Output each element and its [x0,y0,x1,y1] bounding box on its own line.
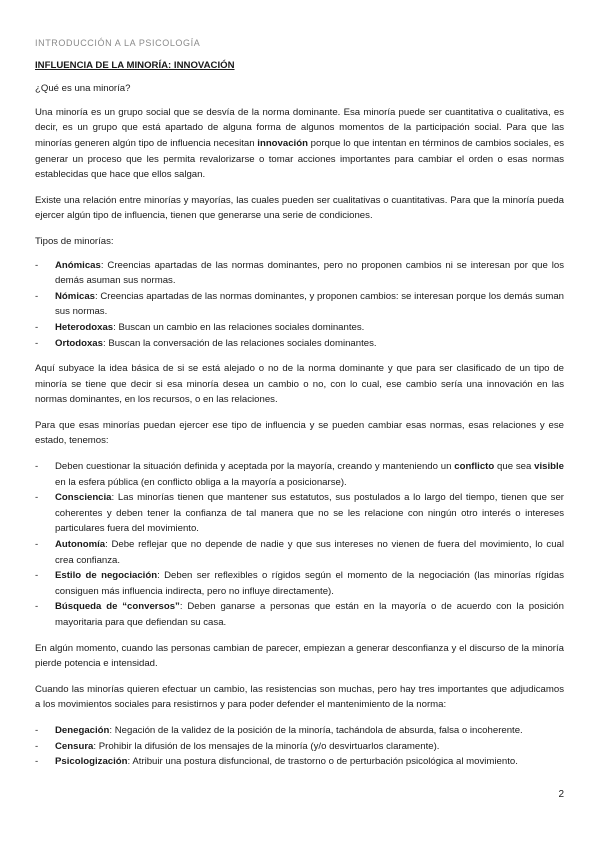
paragraph-resistances-intro: Cuando las minorías quieren efectuar un cambio, las resistencias son muchas, pero hay tres importantes que adjudicamos a los movimientos sociales para resistirnos y para poder defender el mantenimiento de la norma: [35,683,564,711]
running-header: INTRODUCCIÓN A LA PSICOLOGÍA [35,38,201,48]
list-item: - Heterodoxas: Buscan un cambio en las relaciones sociales dominantes. [35,320,564,336]
bullet-dash: - [35,756,39,768]
paragraph-definition: Una minoría es un grupo social que se desvía de la norma dominante. Esa minoría puede ser cuantitativa o cualitativa, es decir, es un grupo que está apartado de alguna forma de algunos momentos de la participación social. Para que las minorías generen algún tipo de influencia necesitan innovación porque lo que intentan en términos de cambios sociales, es generar un proceso que les permita revalorizarse o tomar acciones importantes para cambiar el orden o esas normas establecidas que hace que ellos salgan. [35,106,564,181]
list-item: - Censura: Prohibir la difusión de los mensajes de la minoría (y/o desvirtuarlos claramente). [35,739,564,755]
list-item: - Autonomía: Debe reflejar que no depende de nadie y que sus intereses no vienen de fuera del movimiento, lo cual crea confianza. [35,539,564,566]
list-item: - Anómicas: Creencias apartadas de las normas dominantes, pero no proponen cambios ni se interesan por que los demás asuman sus normas. [35,259,564,287]
list-item: - Búsqueda de “conversos”: Deben ganarse a personas que están en la mayoría o de acuerdo con la posición mayoritaria para que defiendan su casa. [35,601,564,628]
list-item: - Nómicas: Creencias apartadas de las normas dominantes, y proponen cambios: se interesan porque los demás suman sus normas. [35,290,564,318]
bullet-dash: - [35,259,39,271]
bullet-dash: - [35,601,39,613]
bullet-dash: - [35,724,39,736]
minority-types-list [35,258,564,352]
resistances-list [35,723,564,770]
bullet-dash: - [35,321,39,333]
list-item: - Denegación: Negación de la validez de la posición de la minoría, tachándola de absurda, falsa o incoherente. [35,723,564,739]
paragraph-relation: Existe una relación entre minorías y mayorías, las cuales pueden ser cualitativas o cuantitativas. Para que la minoría pueda ejercer algún tipo de influencia, tienen que generarse una serie de condiciones. [35,194,564,222]
conditions-list [35,459,564,631]
bullet-dash: - [35,461,39,473]
list-item: - Ortodoxas: Buscan la conversación de las relaciones sociales dominantes. [35,336,564,352]
page-number: 2 [558,789,564,800]
bullet-dash: - [35,740,39,752]
bullet-dash: - [35,570,39,582]
list-item: - Deben cuestionar la situación definida y aceptada por la mayoría, creando y manteniendo un conflicto que sea visible en la esfera pública (en conflicto obliga a la mayoría a posicionarse). [35,461,564,488]
list-item: - Consciencia: Las minorías tienen que mantener sus estatutos, sus postulados a lo largo del tiempo, tienen que ser coherentes y deben tener la confianza de tal manera que no se les relacione con ningún otro interés o intereses particulares fuera del movimiento. [35,492,564,535]
bullet-dash: - [35,290,39,302]
list-item: - Estilo de negociación: Deben ser reflexibles o rígidos según el momento de la negociación (las minorías rígidas consiguen más influencia indirecta, pero no influye directamente). [35,570,564,597]
bullet-dash: - [35,539,39,551]
paragraph-underlying-idea: Aquí subyace la idea básica de si se está alejado o no de la norma dominante y que para ser clasificado de un tipo de minoría se tiene que decir si esa minoría desea un cambio o no, con lo cual, ese cambio sería una innovación en las normas dominantes, en los recursos, o en las relaciones. [35,363,564,406]
bullet-dash: - [35,337,39,349]
types-heading: Tipos de minorías: [35,235,114,247]
paragraph-conditions-intro: Para que esas minorías puedan ejercer ese tipo de influencia y se pueden cambiar esas normas, esas relaciones y ese estado, tenemos: [35,419,564,447]
section-title: INFLUENCIA DE LA MINORÍA: INNOVACIÓN [35,59,235,71]
keyword-innovacion: innovación [257,137,308,149]
list-item: - Psicologización: Atribuir una postura disfuncional, de trastorno o de perturbación psicológica al movimiento. [35,754,564,770]
question-line: ¿Qué es una minoría? [35,83,131,95]
paragraph-change-of-mind: En algún momento, cuando las personas cambian de parecer, empiezan a generar desconfianza y el discurso de la minoría pierde potencia e intensidad. [35,642,564,670]
document-page [35,36,564,780]
bullet-dash: - [35,492,39,504]
